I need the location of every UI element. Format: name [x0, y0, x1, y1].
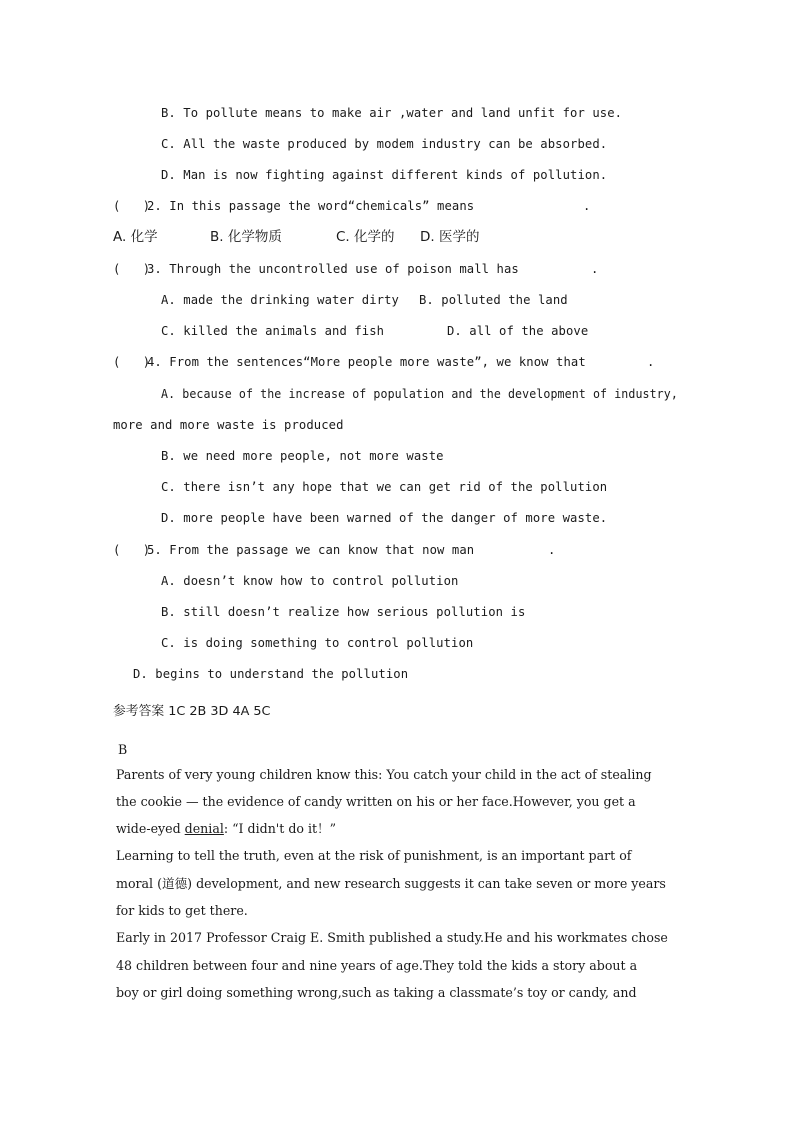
- q4-option-b: B. we need more people, not more waste: [161, 449, 444, 463]
- q4-end: .: [647, 355, 655, 369]
- passage-heading: B: [118, 742, 128, 757]
- q2-option-c: C. 化学的: [336, 229, 395, 245]
- q4-option-a-line2: more and more waste is produced: [113, 418, 344, 432]
- passage-p1-line3-post: : “I didn't do it！”: [223, 821, 337, 836]
- answer-key: 参考答案 1C 2B 3D 4A 5C: [113, 704, 271, 719]
- q5-stem: 5. From the passage we can know that now man: [147, 543, 475, 557]
- passage-p1-line1: Parents of very young children know this: You catch your child in the act of stealing: [116, 767, 652, 782]
- q5-end: .: [548, 543, 556, 557]
- q1-option-b: B. To pollute means to make air ,water and land unfit for use.: [161, 106, 623, 120]
- q5-option-a: A. doesn’t know how to control pollution: [161, 574, 459, 588]
- q2-option-d: D. 医学的: [420, 229, 480, 245]
- passage-p3-line2: 48 children between four and nine years of age.They told the kids a story about a: [116, 958, 638, 973]
- passage-p1-line3-pre: wide-eyed: [116, 821, 185, 836]
- underlined-word-denial: denial: [184, 821, 224, 836]
- passage-p2-line1: Learning to tell the truth, even at the risk of punishment, is an important part of: [116, 848, 632, 863]
- q3-option-b: B. polluted the land: [419, 293, 568, 307]
- q2-stem: 2. In this passage the word“chemicals” means: [147, 199, 475, 213]
- q3-answer-paren[interactable]: ( ): [113, 262, 151, 276]
- passage-p2-line3: for kids to get there.: [116, 903, 248, 918]
- passage-p2-line2: moral (道德) development, and new research suggests it can take seven or more years: [116, 876, 666, 891]
- q2-option-b: B. 化学物质: [210, 229, 282, 245]
- q3-stem: 3. Through the uncontrolled use of poison mall has: [147, 262, 519, 276]
- q5-answer-paren[interactable]: ( ): [113, 543, 151, 557]
- q5-option-c: C. is doing something to control pollution: [161, 636, 474, 650]
- q1-option-d: D. Man is now fighting against different kinds of pollution.: [161, 168, 608, 182]
- q4-option-c: C. there isn’t any hope that we can get rid of the pollution: [161, 480, 608, 494]
- q2-answer-paren[interactable]: ( ): [113, 199, 151, 213]
- q3-option-c: C. killed the animals and fish: [161, 324, 385, 338]
- q4-option-a-line1: A. because of the increase of population and the development of industry,: [161, 387, 678, 401]
- passage-p3-line1: Early in 2017 Professor Craig E. Smith published a study.He and his workmates chose: [116, 930, 668, 945]
- q4-stem: 4. From the sentences“More people more waste”, we know that: [147, 355, 586, 369]
- passage-p3-line3: boy or girl doing something wrong,such as taking a classmate’s toy or candy, and: [116, 985, 637, 1000]
- q1-option-c: C. All the waste produced by modem industry can be absorbed.: [161, 137, 608, 151]
- q5-option-d: D. begins to understand the pollution: [133, 667, 409, 681]
- q2-end: .: [583, 199, 591, 213]
- passage-p1-line3: [116, 820, 336, 838]
- q3-option-d: D. all of the above: [447, 324, 589, 338]
- q4-option-d: D. more people have been warned of the danger of more waste.: [161, 511, 608, 525]
- q3-option-a: A. made the drinking water dirty: [161, 293, 399, 307]
- q3-end: .: [591, 262, 599, 276]
- q2-option-a: A. 化学: [113, 229, 158, 245]
- q4-answer-paren[interactable]: ( ): [113, 355, 151, 369]
- q5-option-b: B. still doesn’t realize how serious pollution is: [161, 605, 526, 619]
- passage-p1-line2: the cookie — the evidence of candy written on his or her face.However, you get a: [116, 794, 636, 809]
